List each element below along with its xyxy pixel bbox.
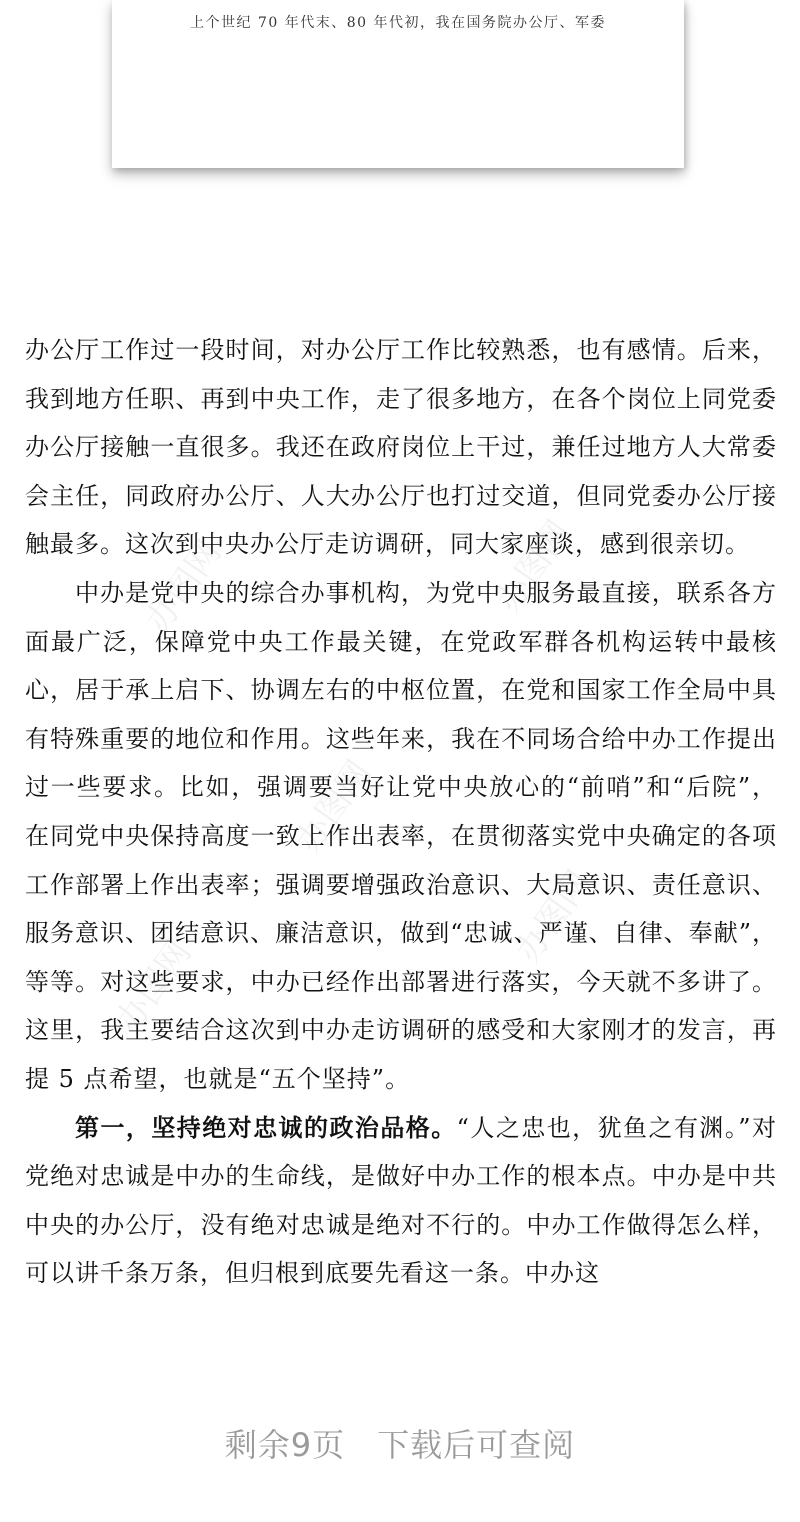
watermark: 办图网 — [138, 533, 230, 640]
paragraph-point-one — [25, 1104, 777, 1298]
paragraph: 中办是党中央的综合办事机构，为党中央服务最直接，联系各方面最广泛，保障党中央工作最关键，在党政军群各机构运转中最核心，居于承上启下、协调左右的中枢位置，在党和国家工作全局中具有特殊重要的地位和作用。这些年来，我在不同场合给中办工作提出过一些要求。比如，强调要当好让党中央放心的“前哨”和“后院”，在同党中央保持高度一致上作出表率，在贯彻落实党中央确定的各项工作部署上作出表率；强调要增强政治意识、大局意识、责任意识、服务意识、团结意识、廉洁意识，做到“忠诚、严谨、自律、奉献”，等等。对这些要求，中办已经作出部署进行落实，今天就不多讲了。这里，我主要结合这次到中办走访调研的感受和大家刚才的发言，再提 5 点希望，也就是“五个坚持”。 — [25, 578, 777, 1093]
watermark: 办图网 — [488, 513, 580, 620]
point-one-lead: 第一，坚持绝对忠诚的政治品格。 — [75, 1113, 457, 1142]
download-to-view-label[interactable]: 下载后可查阅 — [377, 1426, 576, 1464]
watermark: 办图网 — [108, 933, 200, 1040]
watermark: 办图网 — [288, 753, 380, 860]
paragraph: 办公厅工作过一段时间，对办公厅工作比较熟悉，也有感情。后来，我到地方任职、再到中央工作，走了很多地方，在各个岗位上同党委办公厅接触一直很多。我还在政府岗位上干过，兼任过地方人大常委会主任，同政府办公厅、人大办公厅也打过交道，但同党委办公厅接触最多。这次到中央办公厅走访调研，同大家座谈，感到很亲切。 — [25, 336, 777, 559]
preview-page-card — [112, 0, 684, 168]
remaining-pages-label[interactable]: 剩余9页 — [224, 1426, 346, 1464]
download-banner[interactable] — [0, 1420, 800, 1466]
watermark: 办图网 — [508, 863, 600, 970]
document-body — [25, 326, 777, 1298]
preview-card-text: 上个世纪 70 年代末、80 年代初，我在国务院办公厅、军委 — [190, 15, 606, 31]
point-one-text: “人之忠也，犹鱼之有渊。”对党绝对忠诚是中办的生命线，是做好中办工作的根本点。中办是中共中央的办公厅，没有绝对忠诚是绝对不行的。中办工作做得怎么样，可以讲千条万条，但归根到底要先看这一条。中办这 — [25, 1113, 777, 1288]
